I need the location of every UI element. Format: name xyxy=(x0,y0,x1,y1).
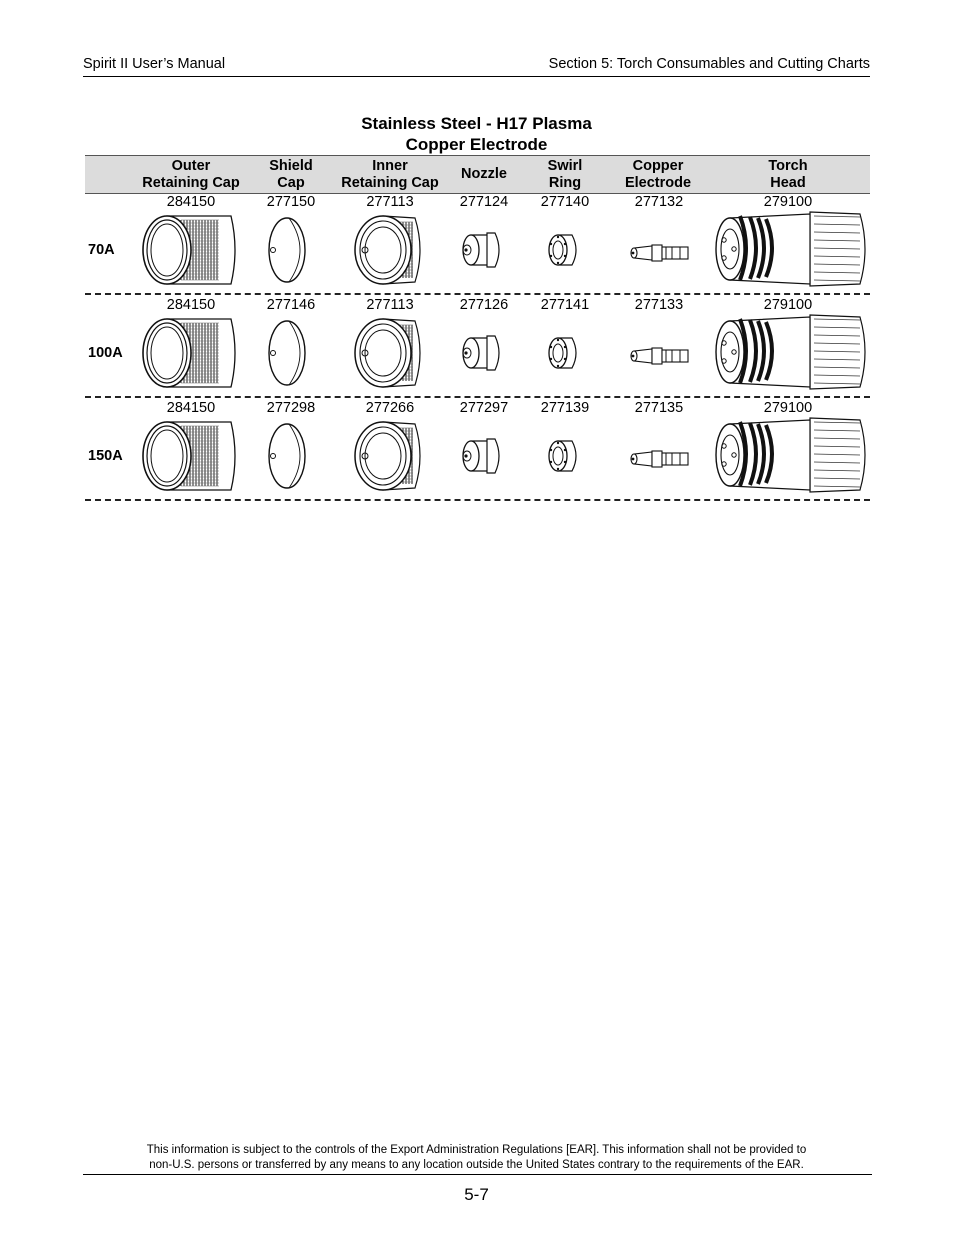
nozzle-part-number: 277126 xyxy=(459,297,509,313)
section-title: Section 5: Torch Consumables and Cutting Charts xyxy=(548,56,870,72)
manual-title: Spirit II User’s Manual xyxy=(83,56,226,72)
column-header-torch-head xyxy=(738,156,838,193)
torch-head-part-number: 279100 xyxy=(763,400,813,416)
outer-retaining-cap-illustration xyxy=(141,212,241,293)
amperage-label: 150A xyxy=(88,448,123,464)
torch-head-illustration xyxy=(710,416,870,499)
inner-retaining-cap-illustration xyxy=(353,315,429,396)
outer-retaining-cap-part-number: 284150 xyxy=(166,400,216,416)
table-row xyxy=(85,192,870,295)
nozzle-illustration xyxy=(457,431,507,486)
column-header-line2: Ring xyxy=(548,174,582,191)
shield-cap-illustration xyxy=(267,212,317,293)
copper-electrode-illustration xyxy=(628,238,692,273)
chart-subtitle: Copper Electrode xyxy=(405,135,548,154)
column-header-outer-retaining-cap xyxy=(131,156,251,193)
column-header-line1: Outer xyxy=(171,157,211,174)
amperage-label: 100A xyxy=(88,345,123,361)
swirl-ring-part-number: 277139 xyxy=(540,400,590,416)
nozzle-part-number: 277297 xyxy=(459,400,509,416)
inner-retaining-cap-part-number: 277113 xyxy=(366,297,414,313)
nozzle-illustration xyxy=(457,328,507,383)
swirl-ring-illustration xyxy=(546,431,586,486)
torch-head-part-number: 279100 xyxy=(763,194,813,210)
export-notice-line2: non-U.S. persons or transferred by any means to any location outside the United States contrary to the requirements of the EAR. xyxy=(149,1159,804,1171)
column-header-line2: Retaining Cap xyxy=(341,174,439,191)
shield-cap-part-number: 277150 xyxy=(266,194,316,210)
outer-retaining-cap-part-number: 284150 xyxy=(166,297,216,313)
footer-divider xyxy=(83,1174,872,1175)
column-header-line1: Copper xyxy=(632,157,684,174)
outer-retaining-cap-illustration xyxy=(141,418,241,499)
column-header-shield-cap xyxy=(251,156,331,193)
torch-head-illustration xyxy=(710,210,870,293)
shield-cap-illustration xyxy=(267,418,317,499)
torch-head-part-number: 279100 xyxy=(763,297,813,313)
column-header-line1: Shield xyxy=(269,157,313,174)
column-header-swirl-ring xyxy=(525,156,605,193)
column-header-nozzle xyxy=(444,156,524,193)
table-row xyxy=(85,295,870,398)
copper-electrode-part-number: 277133 xyxy=(634,297,684,313)
shield-cap-illustration xyxy=(267,315,317,396)
column-header-line2: Electrode xyxy=(624,174,692,191)
column-header-line2: Cap xyxy=(277,174,305,191)
chart-title: Stainless Steel - H17 Plasma xyxy=(361,114,592,133)
inner-retaining-cap-illustration xyxy=(353,418,429,499)
column-header-line1: Inner xyxy=(372,157,408,174)
column-header-line1: Torch xyxy=(768,157,808,174)
column-header-line2: Head xyxy=(770,174,806,191)
inner-retaining-cap-illustration xyxy=(353,212,429,293)
export-notice xyxy=(83,1143,870,1173)
copper-electrode-illustration xyxy=(628,341,692,376)
column-header-copper-electrode xyxy=(608,156,708,193)
page-header xyxy=(83,56,870,77)
swirl-ring-part-number: 277141 xyxy=(540,297,590,313)
swirl-ring-illustration xyxy=(546,328,586,383)
export-notice-line1: This information is subject to the controls of the Export Administration Regulations [EAR]. This information shall not be provided to xyxy=(146,1144,807,1156)
copper-electrode-part-number: 277135 xyxy=(634,400,684,416)
amperage-label: 70A xyxy=(88,242,115,258)
table-row xyxy=(85,398,870,501)
nozzle-part-number: 277124 xyxy=(459,194,509,210)
inner-retaining-cap-part-number: 277266 xyxy=(365,400,415,416)
row-divider xyxy=(85,499,870,501)
column-header-line1: Nozzle xyxy=(461,166,507,182)
column-header-line1: Swirl xyxy=(547,157,583,174)
swirl-ring-part-number: 277140 xyxy=(540,194,590,210)
column-header-line2: Retaining Cap xyxy=(142,174,240,191)
shield-cap-part-number: 277146 xyxy=(266,297,316,313)
inner-retaining-cap-part-number: 277113 xyxy=(366,194,414,210)
shield-cap-part-number: 277298 xyxy=(266,400,316,416)
copper-electrode-part-number: 277132 xyxy=(634,194,684,210)
swirl-ring-illustration xyxy=(546,225,586,280)
copper-electrode-illustration xyxy=(628,444,692,479)
column-header-inner-retaining-cap xyxy=(330,156,450,193)
page-number: 5-7 xyxy=(464,1185,489,1204)
nozzle-illustration xyxy=(457,225,507,280)
column-header-row xyxy=(85,155,870,194)
torch-head-illustration xyxy=(710,313,870,396)
outer-retaining-cap-part-number: 284150 xyxy=(166,194,216,210)
outer-retaining-cap-illustration xyxy=(141,315,241,396)
